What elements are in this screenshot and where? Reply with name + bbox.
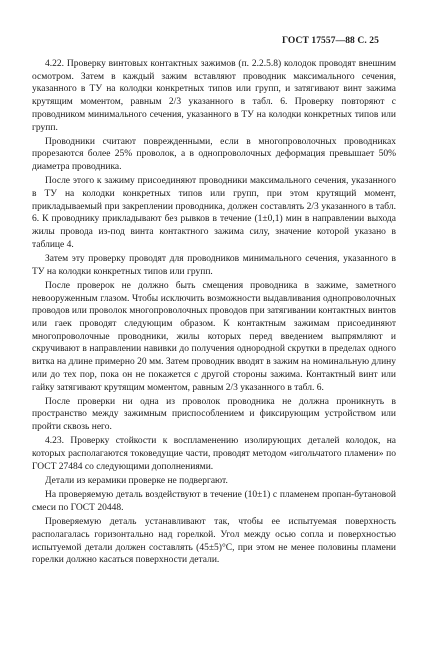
paragraph: После проверок не должно быть смещения проводника в зажиме, заметного невооруженным глазом. Чтобы исключить возможности выдавливания однопроволочных проводов или проволок многопроволочных проводов при затягивании контактных винтов или гаек проводят следующим образом. К контактным зажимам присоединяют многопроволочные проводники, жилы которых перед введением выпрямляют и скручивают в направлении навивки до получения однородной скрутки в пределах одного витка на длине примерно 20 мм. Затем проводник вводят в зажим на номинальную длину или до тех пор, пока он не покажется с другой стороны зажима. Контактный винт или гайку затягивают крутящим моментом, равным 2/3 указанного в табл. 6. [32, 280, 396, 393]
paragraph: 4.22. Проверку винтовых контактных зажимов (п. 2.2.5.8) колодок проводят внешним осмотром. Затем в каждый зажим вставляют проводник максимального сечения, указанного в ТУ на колодки конкретных типов или групп, и затягивают винт зажима крутящим моментом, равным 2/3 указанного в табл. 6. Проверку повторяют с проводником минимального сечения, указанного в ТУ на колодки конкретных типов или групп. [32, 59, 396, 133]
paragraph: Затем эту проверку проводят для проводников минимального сечения, указанного в ТУ на колодки конкретных типов или групп. [32, 254, 396, 277]
paragraph: После проверки ни одна из проволок проводника не должна проникнуть в пространство между зажимным приспособлением и фиксирующим устройством или пройти сквозь него. [32, 396, 396, 433]
paragraph: Проводники считают поврежденными, если в многопроволочных проводниках прорезаются более 25% проволок, а в однопроволочных деформация превышает 50% диаметра проводника. [32, 136, 396, 173]
page-header: ГОСТ 17557—88 С. 25 [281, 36, 379, 46]
paragraph: 4.23. Проверку стойкости к воспламенению изолирующих деталей колодок, на которых располагаются токоведущие части, проводят методом «игольчатого пламени» по ГОСТ 27484 со следующими дополнениями. [32, 436, 396, 472]
paragraph: На проверяемую деталь воздействуют в течение (10±1) с пламенем пропан-бутановой смеси по ГОСТ 20448. [32, 490, 396, 513]
document-body [32, 58, 396, 568]
paragraph: Детали из керамики проверке не подвергают. [45, 476, 228, 486]
paragraph: Проверяемую деталь устанавливают так, чтобы ее испытуемая поверхность располагалась горизонтально над горелкой. Угол между осью сопла и поверхностью испытуемой детали должен составлять (45±5)°С, при этом не менее половины пламени горелки должно касаться поверхности детали. [32, 517, 396, 566]
paragraph: После этого к зажиму присоединяют проводники максимального сечения, указанного в ТУ на колодки конкретных типов или групп, при этом крутящий момент, прикладываемый при закреплении проводника, должен составлять 2/3 указанного в табл. 6. К проводнику прикладывают без рывков в течение (1±0,1) мин в направлении выхода жилы провода из-под винта контактного зажима силу, значение которой указано в таблице 4. [32, 176, 396, 250]
